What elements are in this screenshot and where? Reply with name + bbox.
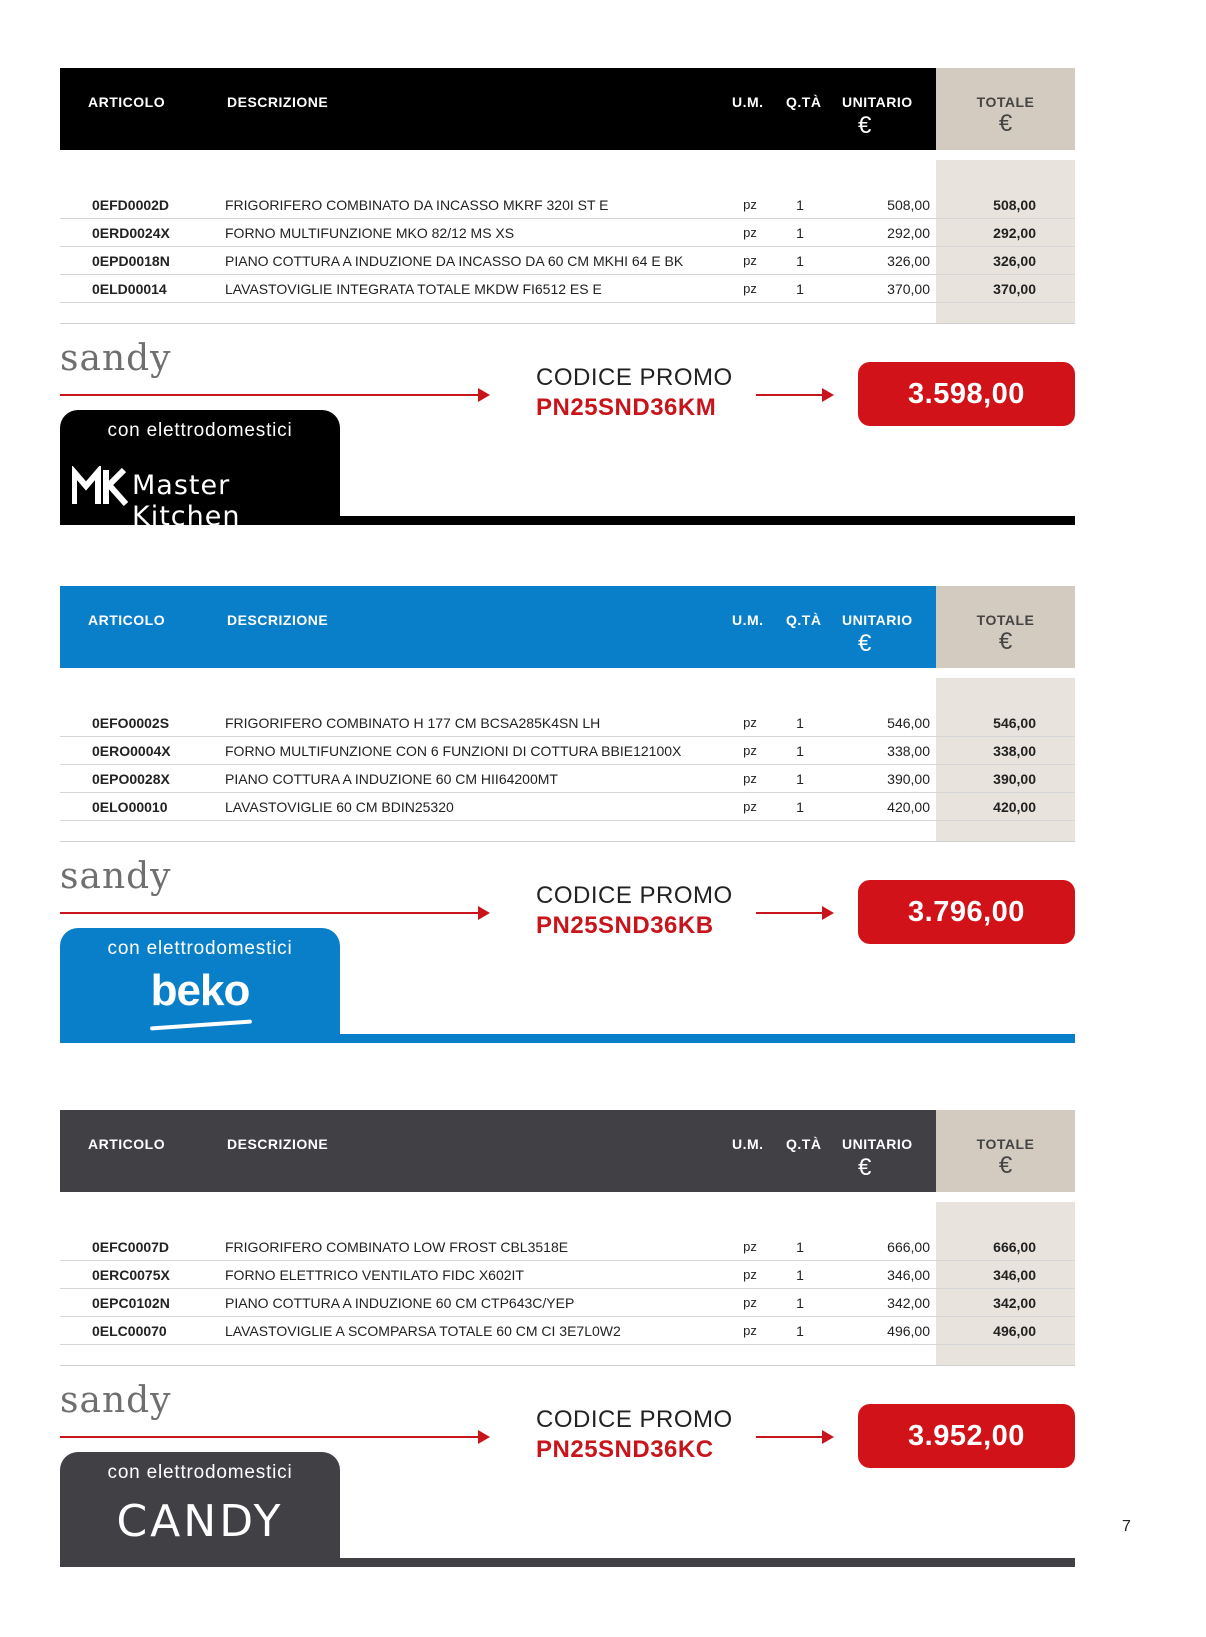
table-row <box>60 793 1075 821</box>
table-row <box>60 709 1075 737</box>
header-articolo: ARTICOLO <box>88 1136 166 1152</box>
article-description: PIANO COTTURA A INDUZIONE 60 CM CTP643C/YEP <box>225 1295 575 1311</box>
header-totale-cell <box>936 586 1075 668</box>
unit-measure: pz <box>743 1323 757 1338</box>
unit-measure: pz <box>743 253 757 268</box>
unit-measure: pz <box>743 1295 757 1310</box>
header-descrizione: DESCRIZIONE <box>227 612 329 628</box>
offer-section-candy <box>60 1110 1075 1585</box>
quantity: 1 <box>796 771 804 787</box>
article-code: 0EFD0002D <box>92 197 170 213</box>
total-price: 346,00 <box>993 1267 1036 1283</box>
article-code: 0EFO0002S <box>92 715 170 731</box>
header-articolo: ARTICOLO <box>88 94 166 110</box>
total-price: 292,00 <box>993 225 1036 241</box>
total-price: 666,00 <box>993 1239 1036 1255</box>
offer-section-beko <box>60 586 1075 1061</box>
table-row <box>60 219 1075 247</box>
brand-name: Master Kitchen <box>132 470 241 532</box>
brand-name: beko <box>150 966 250 1015</box>
quantity: 1 <box>796 281 804 297</box>
header-totale-cell <box>936 68 1075 150</box>
table-end-divider <box>60 1365 1075 1366</box>
unit-price: 370,00 <box>887 281 930 297</box>
quantity: 1 <box>796 1267 804 1283</box>
header-totale: TOTALE <box>976 612 1035 628</box>
article-description: LAVASTOVIGLIE INTEGRATA TOTALE MKDW FI6512 ES E <box>225 281 602 297</box>
total-price: 420,00 <box>993 799 1036 815</box>
header-totale-cell <box>936 1110 1075 1192</box>
article-code: 0ERO0004X <box>92 743 171 759</box>
quantity: 1 <box>796 799 804 815</box>
article-code: 0ELO00010 <box>92 799 168 815</box>
table-header <box>60 586 936 668</box>
arrow-right-icon <box>478 388 490 402</box>
red-arrow-line <box>756 912 824 914</box>
arrow-right-icon <box>478 906 490 920</box>
brand-tab <box>60 410 340 532</box>
total-price: 370,00 <box>993 281 1036 297</box>
euro-symbol: € <box>998 628 1013 655</box>
quantity: 1 <box>796 743 804 759</box>
arrow-right-icon <box>822 1430 834 1444</box>
brand-baseline <box>340 1558 1075 1567</box>
article-code: 0ELD00014 <box>92 281 167 297</box>
sandy-logo: sandy <box>60 338 172 379</box>
brand-tab <box>60 928 340 1043</box>
unit-measure: pz <box>743 1267 757 1282</box>
article-description: LAVASTOVIGLIE 60 CM BDIN25320 <box>225 799 454 815</box>
brand-tab-label: con elettrodomestici <box>107 1462 293 1483</box>
header-unitario: UNITARIO <box>842 612 913 628</box>
header-um: U.M. <box>732 94 764 110</box>
article-code: 0EPD0018N <box>92 253 170 269</box>
beko-swoosh-icon <box>150 1019 252 1030</box>
promo-price: 3.796,00 <box>858 880 1075 944</box>
arrow-right-icon <box>822 906 834 920</box>
euro-symbol: € <box>858 630 872 657</box>
table-row <box>60 1233 1075 1261</box>
total-price: 546,00 <box>993 715 1036 731</box>
arrow-right-icon <box>822 388 834 402</box>
promo-code-label: CODICE PROMO <box>536 882 733 909</box>
product-table <box>60 191 1075 303</box>
quantity: 1 <box>796 1295 804 1311</box>
table-row <box>60 247 1075 275</box>
offer-section-master-kitchen <box>60 68 1075 543</box>
quantity: 1 <box>796 1239 804 1255</box>
header-unitario: UNITARIO <box>842 1136 913 1152</box>
brand-tab-label: con elettrodomestici <box>107 938 293 959</box>
article-description: FRIGORIFERO COMBINATO H 177 CM BCSA285K4SN LH <box>225 715 601 731</box>
brand-tab <box>60 1452 340 1567</box>
header-articolo: ARTICOLO <box>88 612 166 628</box>
header-totale: TOTALE <box>976 1136 1035 1152</box>
euro-symbol: € <box>858 1154 872 1181</box>
total-price: 496,00 <box>993 1323 1036 1339</box>
brand-baseline <box>340 1034 1075 1043</box>
article-description: PIANO COTTURA A INDUZIONE 60 CM HII64200MT <box>225 771 558 787</box>
quantity: 1 <box>796 715 804 731</box>
table-row <box>60 1261 1075 1289</box>
article-description: FORNO MULTIFUNZIONE MKO 82/12 MS XS <box>225 225 515 241</box>
brand-name: CANDY <box>116 1496 284 1547</box>
table-end-divider <box>60 841 1075 842</box>
unit-price: 342,00 <box>887 1295 930 1311</box>
header-totale: TOTALE <box>976 94 1035 110</box>
unit-price: 346,00 <box>887 1267 930 1283</box>
red-arrow-line <box>60 394 480 396</box>
article-code: 0ELC00070 <box>92 1323 167 1339</box>
table-header <box>60 68 936 150</box>
promo-code: PN25SND36KB <box>536 912 714 939</box>
unit-price: 508,00 <box>887 197 930 213</box>
unit-measure: pz <box>743 715 757 730</box>
euro-symbol: € <box>998 110 1013 137</box>
promo-code: PN25SND36KM <box>536 394 717 421</box>
article-code: 0ERC0075X <box>92 1267 170 1283</box>
red-arrow-line <box>60 1436 480 1438</box>
unit-measure: pz <box>743 1239 757 1254</box>
unit-price: 546,00 <box>887 715 930 731</box>
promo-code-label: CODICE PROMO <box>536 1406 733 1433</box>
article-code: 0EPC0102N <box>92 1295 170 1311</box>
table-row <box>60 275 1075 303</box>
article-description: PIANO COTTURA A INDUZIONE DA INCASSO DA 60 CM MKHI 64 E BK <box>225 253 684 269</box>
promo-code-label: CODICE PROMO <box>536 364 733 391</box>
header-descrizione: DESCRIZIONE <box>227 1136 329 1152</box>
red-arrow-line <box>756 394 824 396</box>
unit-price: 390,00 <box>887 771 930 787</box>
sandy-logo: sandy <box>60 856 172 897</box>
unit-measure: pz <box>743 197 757 212</box>
unit-measure: pz <box>743 771 757 786</box>
unit-measure: pz <box>743 799 757 814</box>
arrow-right-icon <box>478 1430 490 1444</box>
promo-price: 3.598,00 <box>858 362 1075 426</box>
page-number: 7 <box>1122 1518 1131 1535</box>
quantity: 1 <box>796 197 804 213</box>
table-row <box>60 737 1075 765</box>
article-description: FRIGORIFERO COMBINATO DA INCASSO MKRF 320I ST E <box>225 197 609 213</box>
brand-baseline <box>340 516 1075 525</box>
table-header <box>60 1110 936 1192</box>
sandy-logo: sandy <box>60 1380 172 1421</box>
table-row <box>60 1317 1075 1345</box>
total-price: 390,00 <box>993 771 1036 787</box>
unit-price: 666,00 <box>887 1239 930 1255</box>
unit-measure: pz <box>743 743 757 758</box>
article-code: 0EPO0028X <box>92 771 170 787</box>
quantity: 1 <box>796 225 804 241</box>
total-price: 326,00 <box>993 253 1036 269</box>
product-table <box>60 1233 1075 1345</box>
article-code: 0EFC0007D <box>92 1239 170 1255</box>
product-table <box>60 709 1075 821</box>
euro-symbol: € <box>858 112 872 139</box>
article-description: FRIGORIFERO COMBINATO LOW FROST CBL3518E <box>225 1239 569 1255</box>
brand-tab-label: con elettrodomestici <box>107 420 293 441</box>
red-arrow-line <box>756 1436 824 1438</box>
unit-price: 420,00 <box>887 799 930 815</box>
header-um: U.M. <box>732 612 764 628</box>
promo-code: PN25SND36KC <box>536 1436 714 1463</box>
total-price: 508,00 <box>993 197 1036 213</box>
header-um: U.M. <box>732 1136 764 1152</box>
unit-price: 326,00 <box>887 253 930 269</box>
unit-price: 292,00 <box>887 225 930 241</box>
unit-price: 338,00 <box>887 743 930 759</box>
header-descrizione: DESCRIZIONE <box>227 94 329 110</box>
total-price: 342,00 <box>993 1295 1036 1311</box>
header-qta: Q.TÀ <box>786 612 822 628</box>
unit-measure: pz <box>743 225 757 240</box>
article-description: LAVASTOVIGLIE A SCOMPARSA TOTALE 60 CM CI 3E7L0W2 <box>225 1323 621 1339</box>
master-kitchen-logo-icon <box>72 466 128 506</box>
article-description: FORNO ELETTRICO VENTILATO FIDC X602IT <box>225 1267 524 1283</box>
article-code: 0ERD0024X <box>92 225 170 241</box>
promo-price: 3.952,00 <box>858 1404 1075 1468</box>
header-qta: Q.TÀ <box>786 1136 822 1152</box>
header-unitario: UNITARIO <box>842 94 913 110</box>
total-price: 338,00 <box>993 743 1036 759</box>
table-end-divider <box>60 323 1075 324</box>
quantity: 1 <box>796 1323 804 1339</box>
quantity: 1 <box>796 253 804 269</box>
unit-measure: pz <box>743 281 757 296</box>
table-row <box>60 191 1075 219</box>
red-arrow-line <box>60 912 480 914</box>
header-qta: Q.TÀ <box>786 94 822 110</box>
euro-symbol: € <box>998 1152 1013 1179</box>
article-description: FORNO MULTIFUNZIONE CON 6 FUNZIONI DI COTTURA BBIE12100X <box>225 743 682 759</box>
unit-price: 496,00 <box>887 1323 930 1339</box>
table-row <box>60 765 1075 793</box>
table-row <box>60 1289 1075 1317</box>
